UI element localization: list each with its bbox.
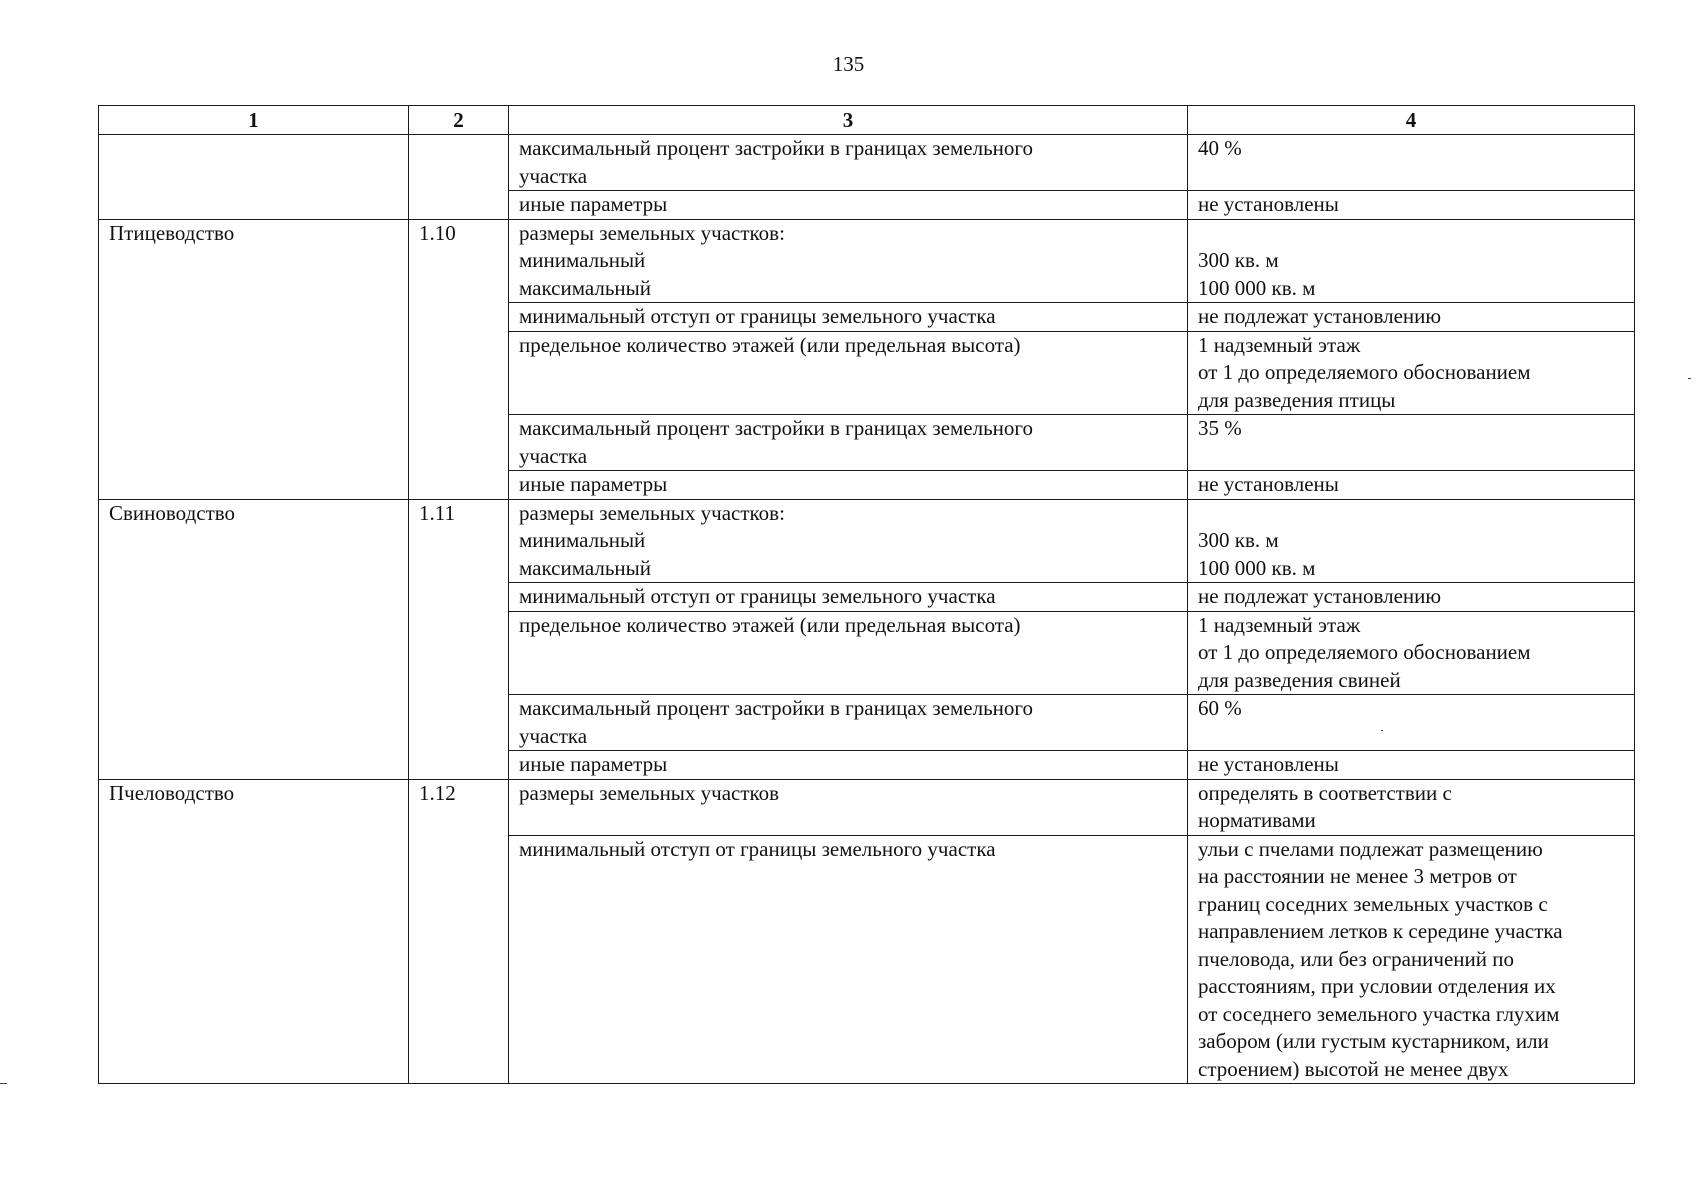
cell-line: минимальный bbox=[519, 528, 646, 552]
cell-line: участка bbox=[519, 163, 588, 188]
parameter-cell bbox=[509, 583, 1188, 612]
cell-line: минимальный отступ от границы земельного участка bbox=[519, 304, 996, 328]
cell-line: строением) высотой не менее двух bbox=[1198, 1056, 1509, 1081]
cell-line: участка bbox=[519, 723, 588, 748]
value-cell bbox=[1188, 499, 1635, 583]
cell-line: не установлены bbox=[1198, 472, 1339, 496]
table-row bbox=[99, 779, 1635, 835]
cell-line: размеры земельных участков bbox=[519, 780, 780, 805]
parameter-cell bbox=[509, 835, 1188, 1084]
category-name: Пчеловодство bbox=[109, 780, 235, 805]
parameter-cell bbox=[509, 611, 1188, 695]
cell-line: 35 % bbox=[1198, 416, 1242, 440]
cell-line: для разведения птицы bbox=[1198, 387, 1396, 412]
cell-line: определять в соответствии с bbox=[1198, 780, 1452, 805]
parameter-cell bbox=[509, 303, 1188, 332]
parameter-cell bbox=[509, 331, 1188, 415]
value-cell bbox=[1188, 779, 1635, 835]
scan-speck bbox=[1381, 730, 1383, 731]
parameter-cell bbox=[509, 415, 1188, 471]
column-header-1: 1 bbox=[99, 106, 409, 135]
value-cell bbox=[1188, 751, 1635, 780]
cell-line: не подлежат установлению bbox=[1198, 304, 1442, 328]
cell-line: от 1 до определяемого обоснованием bbox=[1198, 640, 1531, 664]
cell-line: 300 кв. м bbox=[1198, 248, 1279, 272]
cell-line: 40 % bbox=[1198, 136, 1242, 160]
category-cell bbox=[99, 779, 409, 1084]
cell-line: 100 000 кв. м bbox=[1198, 555, 1316, 580]
cell-line: расстояниям, при условии отделения их bbox=[1198, 974, 1556, 998]
cell-line: размеры земельных участков: bbox=[519, 220, 785, 245]
scan-speck bbox=[1688, 378, 1691, 379]
parameter-cell bbox=[509, 751, 1188, 780]
cell-line: 60 % bbox=[1198, 696, 1242, 720]
category-cell bbox=[99, 135, 409, 220]
cell-line: для разведения свиней bbox=[1198, 667, 1401, 692]
land-use-parameters-table bbox=[98, 105, 1635, 1084]
cell-line: размеры земельных участков: bbox=[519, 500, 785, 525]
cell-line: забором (или густым кустарником, или bbox=[1198, 1029, 1549, 1053]
scan-speck bbox=[0, 1083, 7, 1084]
category-code: 1.12 bbox=[419, 780, 456, 805]
column-header-3: 3 bbox=[509, 106, 1188, 135]
cell-line: 100 000 кв. м bbox=[1198, 275, 1316, 300]
category-code: 1.10 bbox=[419, 220, 456, 245]
table-body bbox=[99, 135, 1635, 1084]
category-cell bbox=[99, 499, 409, 779]
cell-line: предельное количество этажей (или предельная высота) bbox=[519, 612, 1021, 637]
category-code: 1.11 bbox=[419, 500, 455, 525]
parameter-cell bbox=[509, 191, 1188, 220]
cell-line: иные параметры bbox=[519, 192, 668, 216]
code-cell bbox=[409, 499, 509, 779]
table-row bbox=[99, 135, 1635, 191]
value-cell bbox=[1188, 835, 1635, 1084]
code-cell bbox=[409, 135, 509, 220]
category-name: Свиноводство bbox=[109, 500, 236, 525]
column-header-4: 4 bbox=[1188, 106, 1635, 135]
cell-line: иные параметры bbox=[519, 752, 668, 776]
code-cell bbox=[409, 779, 509, 1084]
table-row bbox=[99, 499, 1635, 583]
parameter-cell bbox=[509, 219, 1188, 303]
cell-line: максимальный процент застройки в границах земельного bbox=[519, 136, 1034, 160]
cell-line: минимальный отступ от границы земельного участка bbox=[519, 584, 996, 608]
value-cell bbox=[1188, 695, 1635, 751]
cell-line: максимальный процент застройки в границах земельного bbox=[519, 416, 1034, 440]
value-cell bbox=[1188, 471, 1635, 500]
cell-line: минимальный отступ от границы земельного участка bbox=[519, 836, 996, 861]
cell-line: максимальный процент застройки в границах земельного bbox=[519, 696, 1034, 720]
cell-line: предельное количество этажей (или предельная высота) bbox=[519, 332, 1021, 357]
cell-line: максимальный bbox=[519, 555, 651, 580]
cell-line bbox=[1198, 500, 1624, 528]
cell-line: 300 кв. м bbox=[1198, 528, 1279, 552]
cell-line: не установлены bbox=[1198, 752, 1339, 776]
value-cell bbox=[1188, 135, 1635, 191]
cell-line: максимальный bbox=[519, 275, 651, 300]
cell-line: от соседнего земельного участка глухим bbox=[1198, 1001, 1560, 1026]
column-header-2: 2 bbox=[409, 106, 509, 135]
cell-line: границ соседних земельных участков с bbox=[1198, 891, 1548, 916]
cell-line: не установлены bbox=[1198, 192, 1339, 216]
code-cell bbox=[409, 219, 509, 499]
cell-line: 1 надземный этаж bbox=[1198, 612, 1361, 637]
cell-line: минимальный bbox=[519, 248, 646, 272]
header-row bbox=[99, 106, 1635, 135]
cell-line: иные параметры bbox=[519, 472, 668, 496]
value-cell bbox=[1188, 611, 1635, 695]
cell-line: ульи с пчелами подлежат размещению bbox=[1198, 836, 1543, 861]
category-name: Птицеводство bbox=[109, 220, 235, 245]
table-row bbox=[99, 219, 1635, 303]
value-cell bbox=[1188, 415, 1635, 471]
value-cell bbox=[1188, 331, 1635, 415]
cell-line: 1 надземный этаж bbox=[1198, 332, 1361, 357]
parameter-cell bbox=[509, 779, 1188, 835]
value-cell bbox=[1188, 219, 1635, 303]
parameter-cell bbox=[509, 135, 1188, 191]
parameter-cell bbox=[509, 499, 1188, 583]
cell-line: участка bbox=[519, 443, 588, 468]
cell-line: направлением летков к середине участка bbox=[1198, 919, 1563, 943]
cell-line: не подлежат установлению bbox=[1198, 584, 1442, 608]
cell-line: пчеловода, или без ограничений по bbox=[1198, 946, 1515, 971]
value-cell bbox=[1188, 191, 1635, 220]
page-number: 135 bbox=[832, 52, 865, 76]
cell-line bbox=[1198, 220, 1624, 248]
parameter-cell bbox=[509, 471, 1188, 500]
parameter-cell bbox=[509, 695, 1188, 751]
value-cell bbox=[1188, 303, 1635, 332]
cell-line: на расстоянии не менее 3 метров от bbox=[1198, 864, 1517, 888]
cell-line: от 1 до определяемого обоснованием bbox=[1198, 360, 1531, 384]
cell-line: нормативами bbox=[1198, 808, 1316, 832]
category-cell bbox=[99, 219, 409, 499]
value-cell bbox=[1188, 583, 1635, 612]
